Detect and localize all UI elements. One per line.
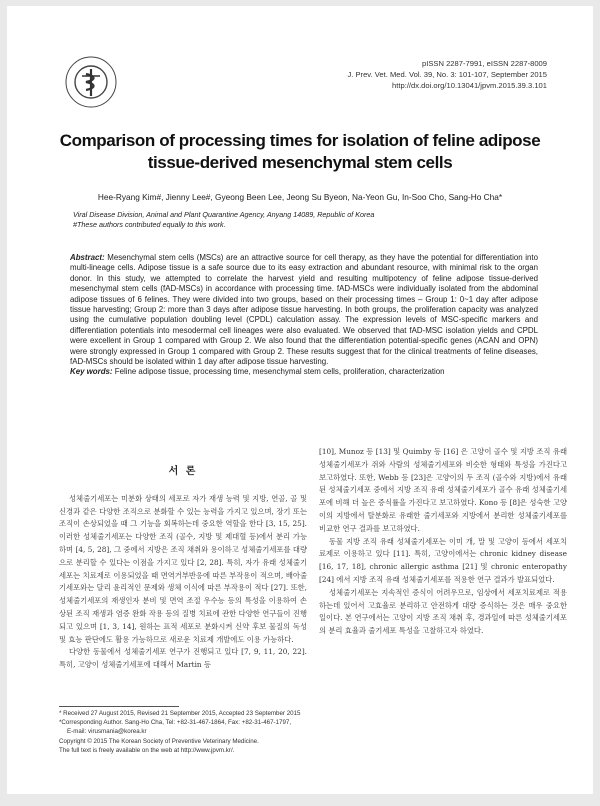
- copyright-line: Copyright © 2015 The Korean Society of Preventive Veterinary Medicine.: [59, 737, 259, 745]
- issn-line: pISSN 2287-7991, eISSN 2287-8009: [422, 59, 547, 68]
- intro-paragraph-2: 다양한 동물에서 성체줄기세포 연구가 진행되고 있다 [7, 9, 11, 20, 22]. 특히, 고양이 성체줄기세포에 대해서 Martin 등: [59, 647, 307, 670]
- intro-paragraph-3: 동물 지방 조직 유래 성체줄기세포는 이미 개, 말 및 고양이 등에서 세포치료제로 이용하고 있다 [11]. 특히, 고양이에서는 chronic kidney disease [16, 17, 18], chronic allergic asthma [21] 및 chronic enteropathy [24] 에서 지방 조직 유래 성체줄기세포를 적용한 연구 결과가 발표되었다.: [319, 536, 567, 584]
- title-line-2: tissue-derived mesenchymal stem cells: [147, 153, 453, 172]
- intro-paragraph-1: 성체줄기세포는 미분화 상태의 세포로 자가 재생 능력 및 지방, 연골, 골 및 신경과 같은 다양한 조직으로 분화할 수 있는 능력을 가지고 있으며, 장기 또는 조직이 손상되었을 때 그 기능을 회복하는데 중요한 역할을 한다 [3, 15, 25]. 이러한 성체줄기세포는 다양한 조직 (골수, 지방 및 제대혈 등)에서 분리 가능하며 [4, 5, 28], 그 중에서 지방은 조직 채취와 용이하고 성체줄기세포를 대량으로 분리할 수 있다는 이점을 가지고 있다 [2, 28]. 특히, 자가 유래 성체줄기세포는 치료제로 이용되었을 때 면역거부반응에 따른 부작용이 적으며, 배아줄기세포와는 달리 윤리적인 문제와 생체 이식에 따른 부작용이 적다 [27]. 또한, 성체줄기세포의 재생인자 분비 및 면역 조절 우수능 등의 특성을 이용하여 손상된 조직 재생과 염증 완화 작용 등의 질병 치료에 관한 다양한 연구들이 진행되고 있으며 [1, 3, 14], 원하는 표적 세포로 분화시켜 신약 후보 물질의 독성 및 효능 판단에도 활용 가능하므로 새로운 치료제 개발에도 이용 가능하다.: [59, 493, 307, 644]
- footnotes: [59, 709, 319, 755]
- citation-line: J. Prev. Vet. Med. Vol. 39, No. 3: 101-107, September 2015: [347, 70, 547, 79]
- article-title: [37, 130, 563, 174]
- keywords-text: Feline adipose tissue, processing time, mesenchymal stem cells, proliferation, characterization: [114, 367, 445, 377]
- author-list: Hee-Ryang Kim#, Jienny Lee#, Gyeong Been Lee, Jeong Su Byeon, Na-Yeon Gu, In-Soo Cho, Sang-Ho Cha*: [97, 192, 503, 202]
- equal-contribution-note: #These authors contributed equally to this work.: [73, 219, 226, 229]
- keywords-label: Key words:: [70, 367, 113, 377]
- journal-page: [7, 6, 593, 794]
- keywords-line: [70, 367, 538, 377]
- footnote-divider: [59, 706, 179, 707]
- doi-link[interactable]: http://dx.doi.org/10.13041/jpvm.2015.39.3.101: [392, 81, 547, 90]
- body-column-right: [319, 446, 567, 638]
- intro-paragraph-2-continued: [10], Munoz 등 [13] 및 Quimby 등 [16] 은 고양이 골수 및 지방 조직 유래 성체줄기세포가 쥐와 사람의 성체줄기세포와 비슷한 형태와 특성을 가진다고 보고하였다. 또한, Webb 등 [23]은 고양이의 두 조직 (골수와 지방)에서 유래된 성체줄기세포 중에서 지방 조직 유래 성체줄기세포가 골수 유래 성체줄기세포에 비해 더 높은 증식률을 가진다고 보고하였다. Kono 등 [8]은 성숙한 고양이의 지방에서 탈분화로 유래한 줄기세포와 지방에서 분리한 성체줄기세포를 비교한 연구 결과를 보고하였다.: [319, 447, 567, 533]
- section-title-introduction: 서 론: [168, 466, 198, 477]
- abstract-text: Mesenchymal stem cells (MSCs) are an attractive source for cell therapy, as they have the potential for differentiation into multi-lineage cells. Adipose tissue is a safe source due to its easy extraction and abundant resource, with minimal risk to the organ donor. In this study, we attempted to correlate the harvest yield and resulting multipotency of feline adipose tissue-derived mesenchymal stem cells (fAD-MSCs) in accordance with processing time. fAD-MSCs were individually isolated from the abdominal adipose tissues of 6 felines. They were divided into two groups, based on their processing times – Group 1: 0~1 day after adipose tissue harvesting; Group 2: more than 3 days after adipose tissue harvesting. In both groups, the proliferation capacity was analyzed using the cumulative population doubling level (CPDL) calculation assay. The expression levels of MSC-specific markers and differentiation potentials into mesodermal cell lineages were also evaluated. We observed that fAD-MSC isolation yields and CPDL were excellent in Group 1 compared with Group 2. We also found that the differentiation potential-specific genes (ACAN and OPN) were strongly expressed in Group 1 compared with Group 2. These results suggest that for the clinical treatments of feline diseases, fAD-MSCs should be isolated within 1 day after adipose tissue harvesting.: [70, 253, 538, 367]
- affiliation: [73, 210, 374, 229]
- title-line-1: Comparison of processing times for isolation of feline adipose: [59, 131, 541, 150]
- body-column-left: [59, 466, 307, 672]
- journal-info: [347, 58, 547, 91]
- open-access-line: The full text is freely available on the web at http://www.jpvm.kr/.: [59, 746, 235, 754]
- abstract-label: Abstract:: [70, 253, 105, 262]
- abstract-paragraph: [70, 253, 538, 367]
- received-dates: * Received 27 August 2015, Revised 21 September 2015, Accepted 23 September 2015: [59, 710, 301, 717]
- affiliation-line: Viral Disease Division, Animal and Plant Quarantine Agency, Anyang 14089, Republic of Korea: [73, 210, 375, 219]
- author-email[interactable]: E-mail: virusmania@korea.kr: [67, 728, 147, 736]
- corresponding-author: *Corresponding Author. Sang-Ho Cha, Tel: +82-31-467-1864, Fax: +82-31-467-1797,: [59, 719, 292, 727]
- abstract-block: [70, 253, 538, 378]
- society-logo: [65, 56, 117, 108]
- intro-paragraph-4: 성체줄기세포는 지속적인 증식이 어려우므로, 임상에서 세포치료제로 적용하는데 있어서 고효율로 분리하고 안전하게 대량 증식하는 것은 매우 중요한 일이다. 본 연구에서는 고양이 지방 조직 채취 후, 경과일에 따른 성체줄기세포의 분리 효율과 줄기세포 특성을 고찰하고자 하였다.: [319, 587, 567, 636]
